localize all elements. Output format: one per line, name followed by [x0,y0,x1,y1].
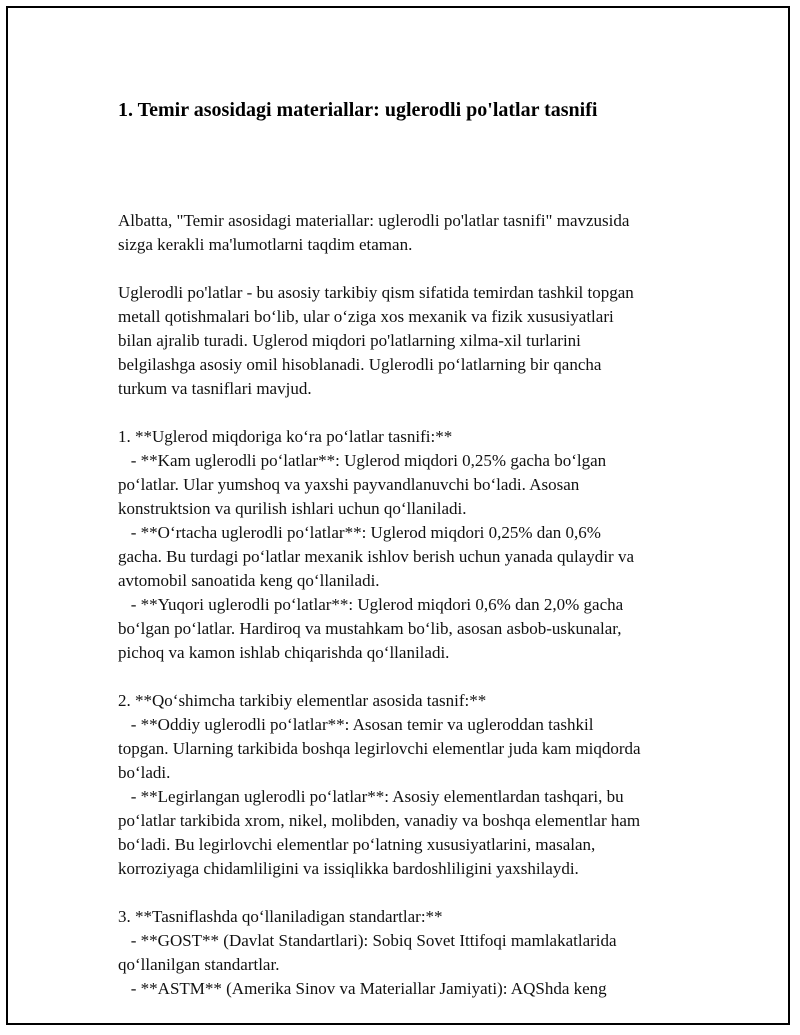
text-line: konstruktsion va qurilish ishlari uchun qo‘llaniladi. [118,499,467,518]
text-line: gacha. Bu turdagi po‘latlar mexanik ishlov berish uchun yanada qulaydir va [118,547,634,566]
text-line: - **Oddiy uglerodli po‘latlar**: Asosan temir va ugleroddan tashkil [118,715,594,734]
text-line: 3. **Tasniflashda qo‘llaniladigan standartlar:** [118,907,443,926]
document-title: 1. Temir asosidagi materiallar: uglerodli po'latlar tasnifi [118,99,598,121]
text-line: topgan. Ularning tarkibida boshqa legirlovchi elementlar juda kam miqdorda [118,739,641,758]
text-line: - **GOST** (Davlat Standartlari): Sobiq Sovet Ittifoqi mamlakatlarida [118,931,617,950]
text-line: qo‘llanilgan standartlar. [118,955,280,974]
text-line: turkum va tasniflari mavjud. [118,379,312,398]
blank-line [118,401,698,425]
text-line: metall qotishmalari bo‘lib, ular o‘ziga xos mexanik va fizik xususiyatlari [118,307,614,326]
text-line: po‘latlar tarkibida xrom, nikel, molibden, vanadiy va boshqa elementlar ham [118,811,641,830]
text-line: - **ASTM** (Amerika Sinov va Materiallar Jamiyati): AQShda keng [118,979,607,998]
text-line: bo‘ladi. Bu legirlovchi elementlar po‘latning xususiyatlarini, masalan, [118,835,596,854]
blank-line [118,257,698,281]
text-line: bo‘lgan po‘latlar. Hardiroq va mustahkam bo‘lib, asosan asbob-uskunalar, [118,619,622,638]
document-content [118,96,698,1001]
text-line: bo‘ladi. [118,763,171,782]
text-line: belgilashga asosiy omil hisoblanadi. Uglerodli po‘latlarning bir qancha [118,355,602,374]
blank-line [118,881,698,905]
document-body [118,137,698,1001]
text-line: - **Yuqori uglerodli po‘latlar**: Uglerod miqdori 0,6% dan 2,0% gacha [118,595,624,614]
text-line: 2. **Qo‘shimcha tarkibiy elementlar asosida tasnif:** [118,691,487,710]
text-line: po‘latlar. Ular yumshoq va yaxshi payvandlanuvchi bo‘ladi. Asosan [118,475,580,494]
text-line: korroziyaga chidamliligini va issiqlikka bardoshliligini yaxshilaydi. [118,859,579,878]
text-line: avtomobil sanoatida keng qo‘llaniladi. [118,571,380,590]
text-line: - **O‘rtacha uglerodli po‘latlar**: Uglerod miqdori 0,25% dan 0,6% [118,523,601,542]
text-line: 1. **Uglerod miqdoriga ko‘ra po‘latlar tasnifi:** [118,427,453,446]
text-line: bilan ajralib turadi. Uglerod miqdori po'latlarning xilma-xil turlarini [118,331,581,350]
text-line: - **Legirlangan uglerodli po‘latlar**: Asosiy elementlardan tashqari, bu [118,787,624,806]
text-line: pichoq va kamon ishlab chiqarishda qo‘llaniladi. [118,643,450,662]
text-line: sizga kerakli ma'lumotlarni taqdim etaman. [118,235,413,254]
blank-line [118,665,698,689]
document-page [6,6,790,1025]
text-line: Uglerodli po'latlar - bu asosiy tarkibiy qism sifatida temirdan tashkil topgan [118,283,634,302]
text-line: - **Kam uglerodli po‘latlar**: Uglerod miqdori 0,25% gacha bo‘lgan [118,451,607,470]
text-line: Albatta, "Temir asosidagi materiallar: uglerodli po'latlar tasnifi" mavzusida [118,211,630,230]
